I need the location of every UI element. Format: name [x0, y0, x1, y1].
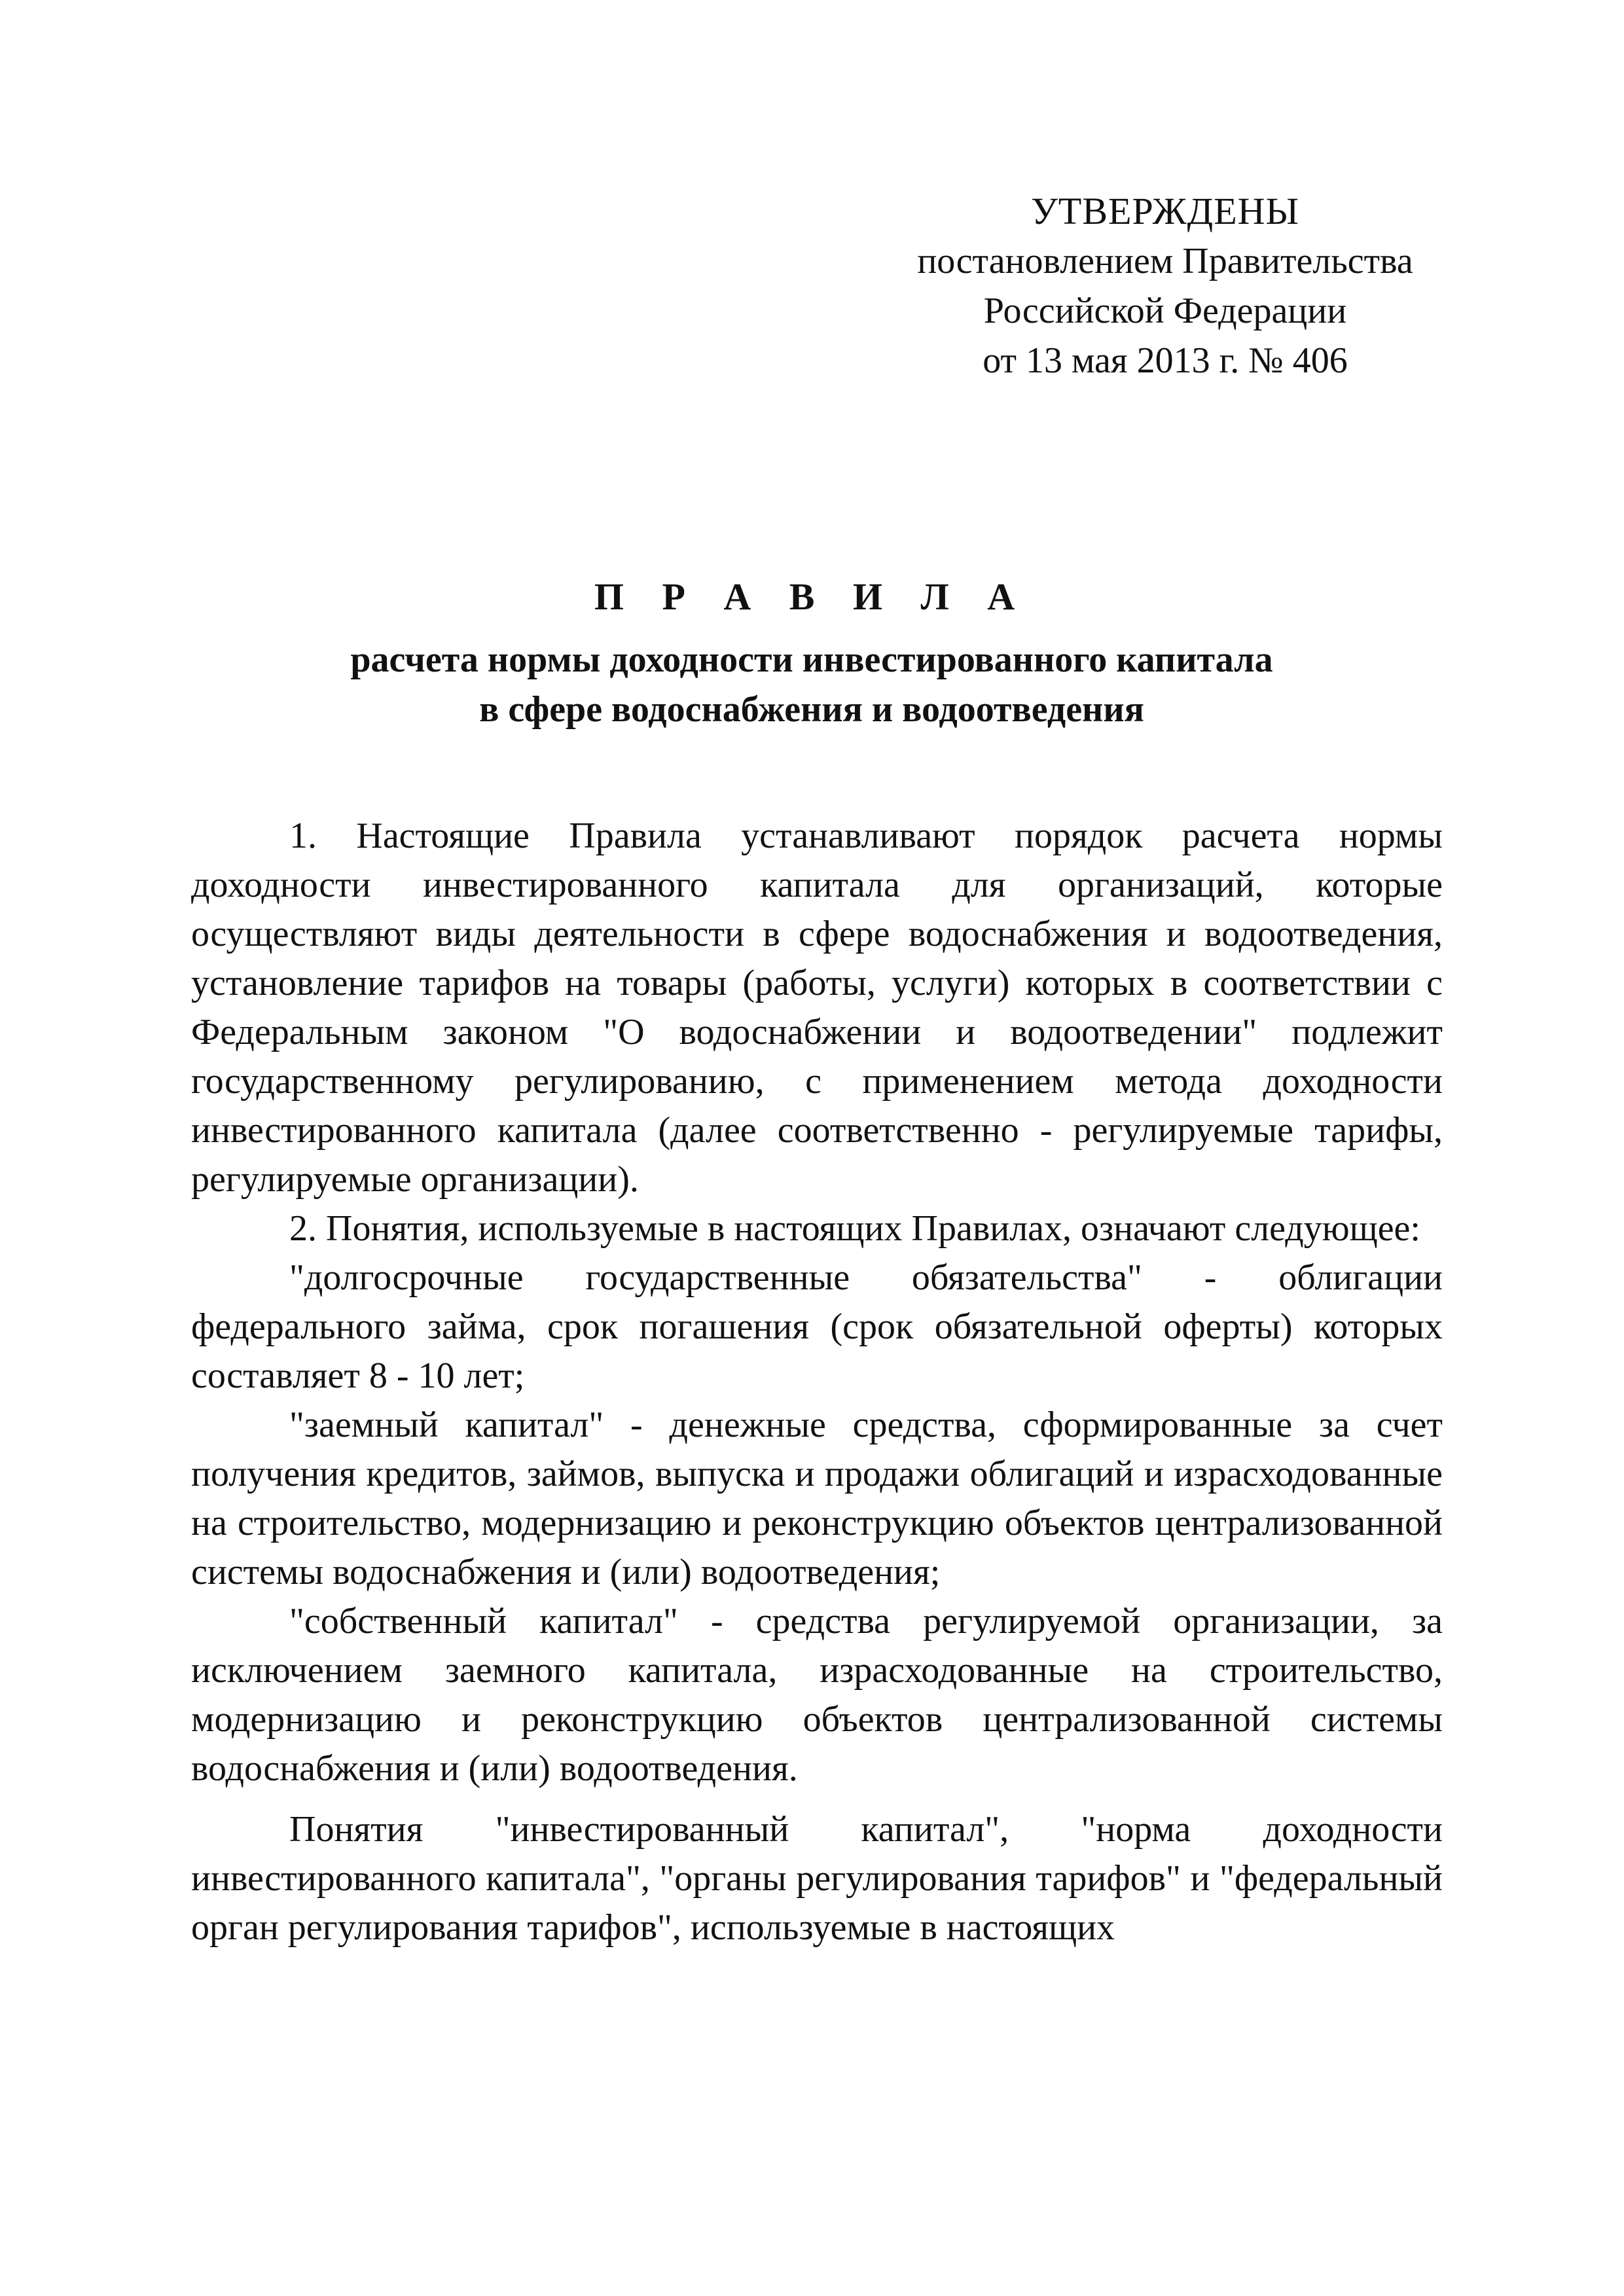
definition-borrowed-capital: "заемный капитал" - денежные средства, сформированные за счет получения кредитов, займов, выпуска и продажи облигаций и израсходованные на строительство, модернизацию и реконструкцию объектов централизованной системы водоснабжения и (или) водоотведения; [191, 1405, 1443, 1592]
approval-line-1: постановлением Правительства [917, 241, 1413, 281]
document-body [191, 812, 1443, 1952]
definition-own-capital: "собственный капитал" - средства регулируемой организации, за исключением заемного капитала, израсходованные на строительство, модернизацию и реконструкцию объектов централизованной системы водоснабжения и (или) водоотведения. [191, 1601, 1443, 1789]
approval-line-3: от 13 мая 2013 г. № 406 [983, 340, 1348, 381]
approval-line-2: Российской Федерации [983, 291, 1347, 331]
document-heading [183, 571, 1440, 734]
paragraph-1: 1. Настоящие Правила устанавливают порядок расчета нормы доходности инвестированного капитала для организаций, которые осуществляют виды деятельности в сфере водоснабжения и водоотведения, установление тарифов на товары (работы, услуги) которых в соответствии с Федеральным законом "О водоснабжении и водоотведении" подлежит государственному регулированию, с применением метода доходности инвестированного капитала (далее соответственно - регулируемые тарифы, регулируемые организации). [191, 816, 1443, 1200]
paragraph-concepts: Понятия "инвестированный капитал", "норма доходности инвестированного капитала", "органы регулирования тарифов" и "федеральный орган регулирования тарифов", используемые в настоящих [191, 1809, 1443, 1948]
document-subtitle-line-1: расчета нормы доходности инвестированного капитала [350, 639, 1273, 680]
document-subtitle-line-2: в сфере водоснабжения и водоотведения [479, 689, 1144, 730]
document-title: П Р А В И Л А [594, 575, 1030, 618]
definition-long-term-obligations: "долгосрочные государственные обязательства" - облигации федерального займа, срок погашения (срок обязательной оферты) которых составляет 8 - 10 лет; [191, 1257, 1443, 1396]
approval-title: УТВЕРЖДЕНЫ [1030, 190, 1300, 232]
approval-block [877, 187, 1453, 386]
paragraph-2: 2. Понятия, используемые в настоящих Правилах, означают следующее: [289, 1208, 1420, 1249]
